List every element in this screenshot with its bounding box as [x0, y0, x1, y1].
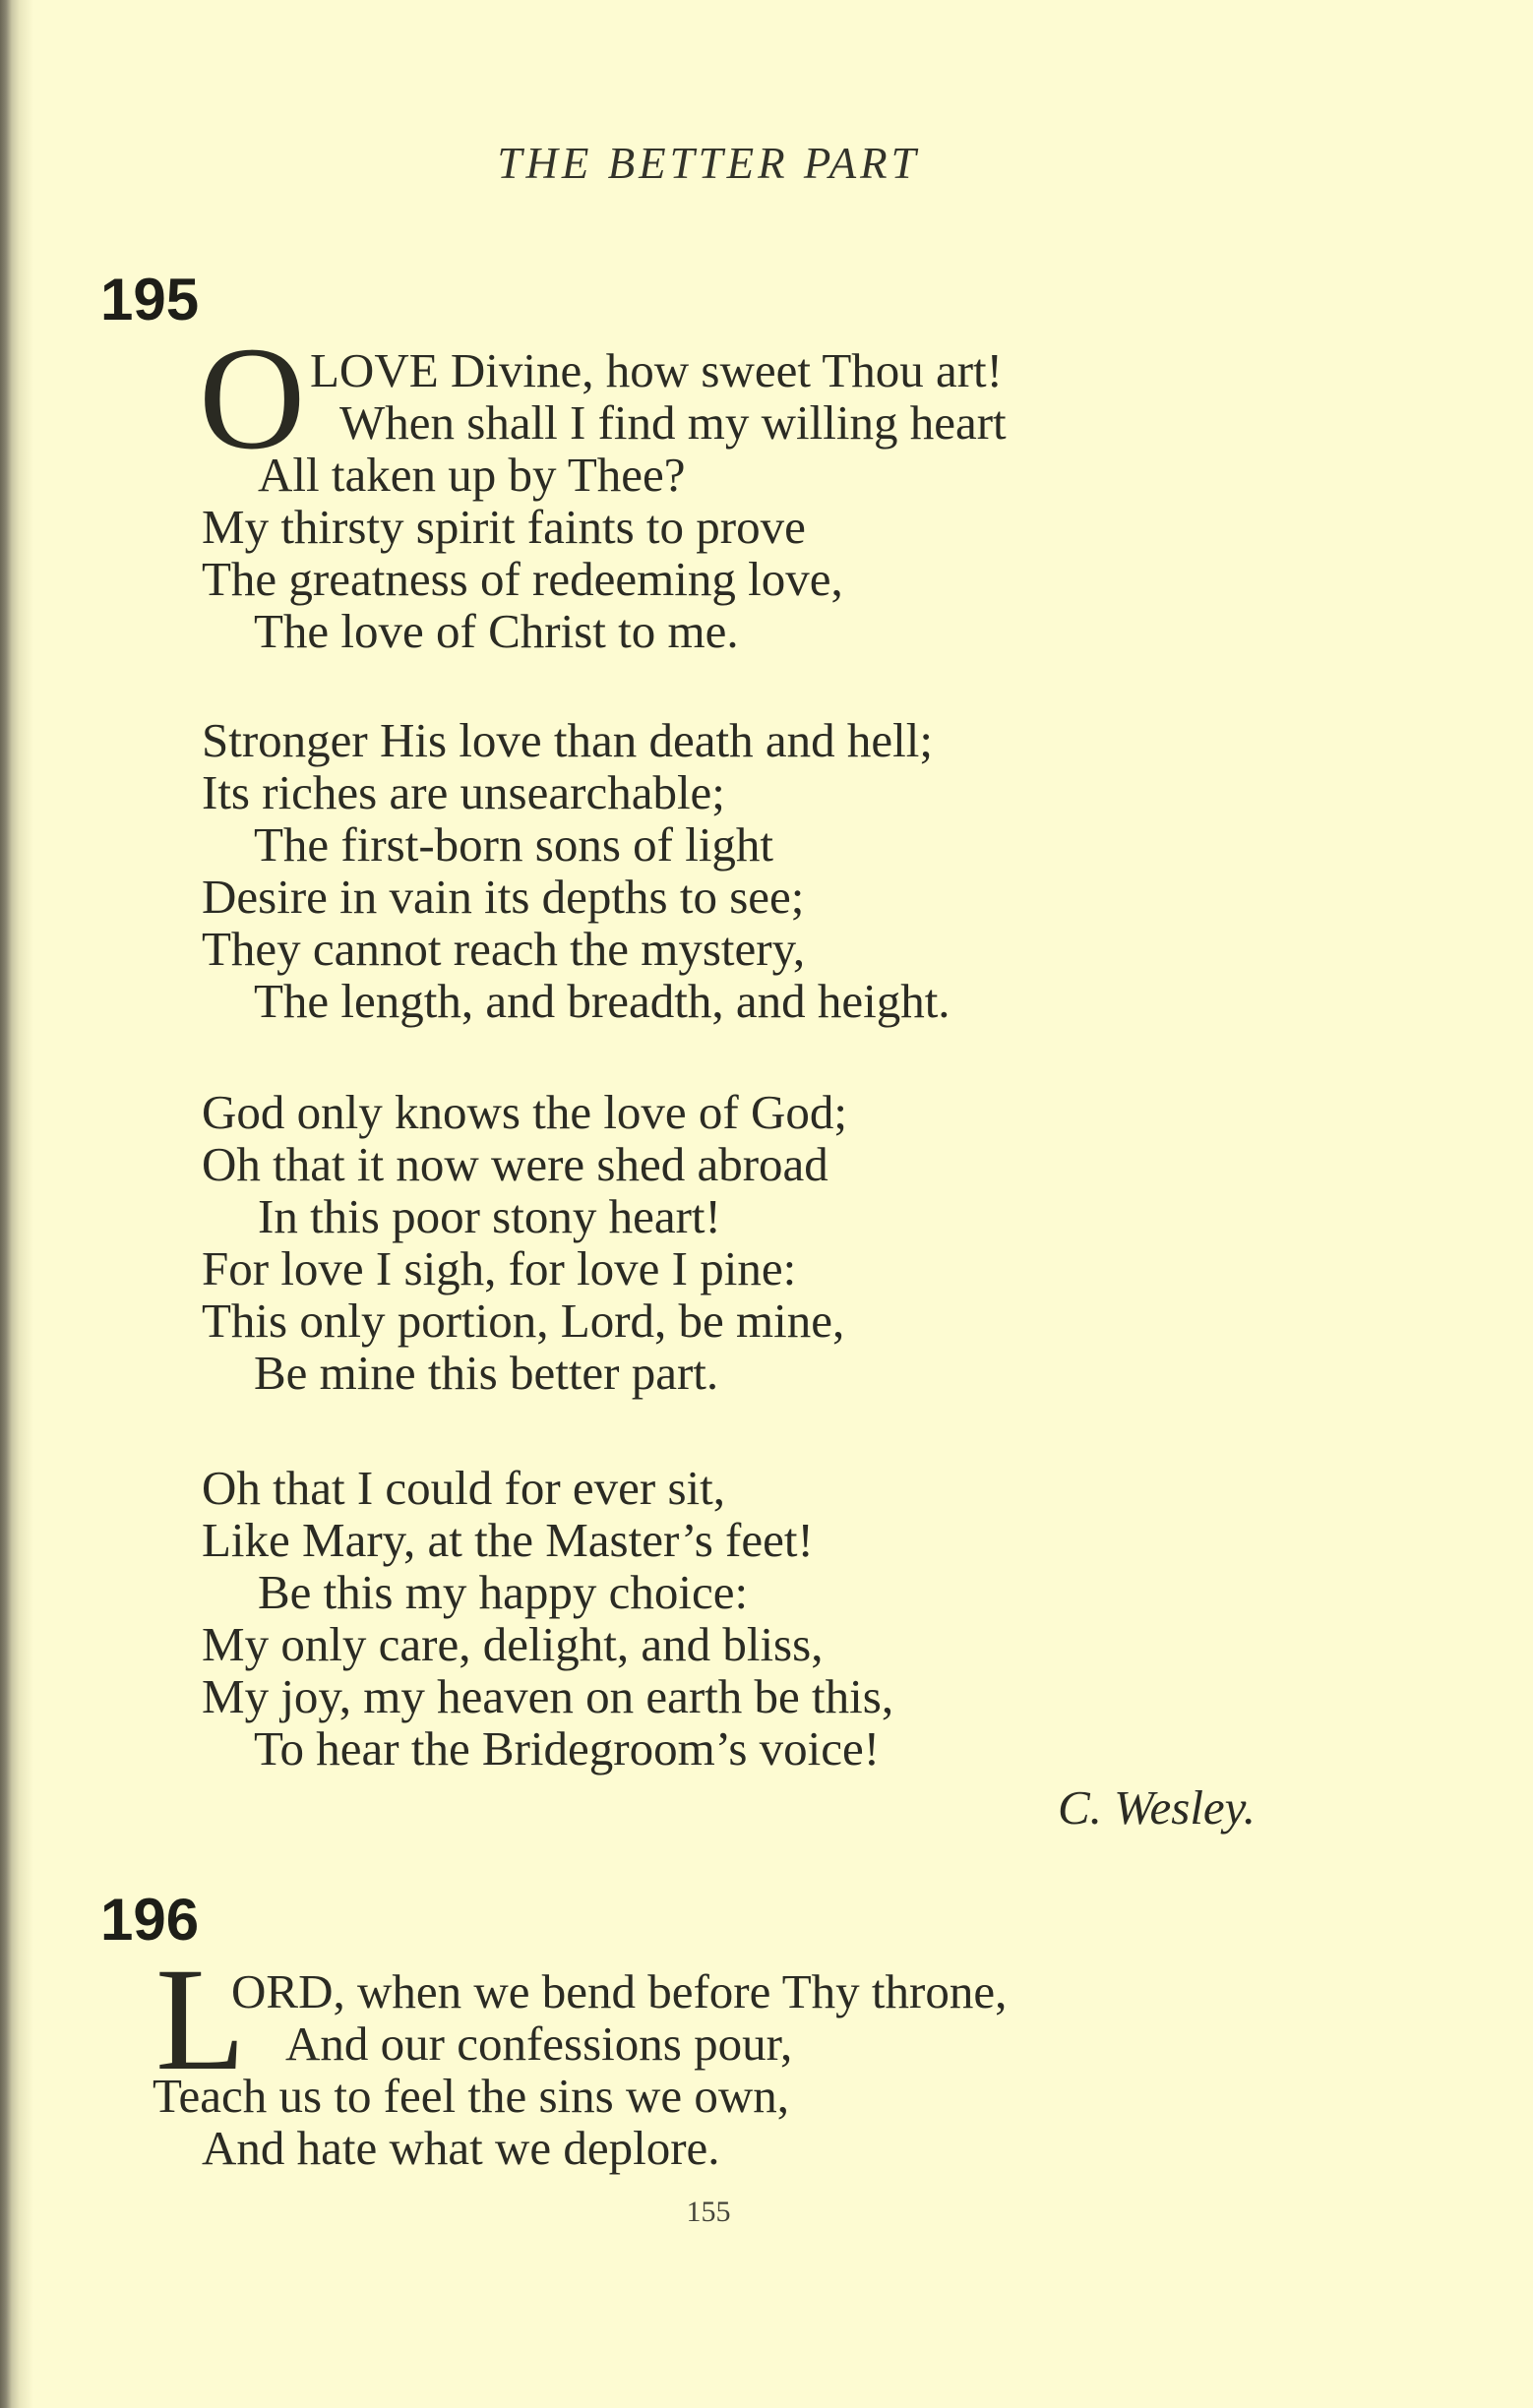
verse-line: My joy, my heaven on earth be this,	[202, 1669, 894, 1723]
verse-line: The first-born sons of light	[254, 817, 774, 872]
verse-line: This only portion, Lord, be mine,	[202, 1294, 845, 1348]
running-head: THE BETTER PART	[497, 139, 920, 188]
verse-line: LOVE Divine, how sweet Thou art!	[310, 343, 1003, 397]
verse-line: The length, and breadth, and height.	[254, 974, 950, 1028]
verse-line: In this poor stony heart!	[258, 1189, 721, 1243]
hymn-attribution: C. Wesley.	[1058, 1780, 1256, 1835]
verse-line: The greatness of redeeming love,	[202, 552, 843, 606]
verse-line: Be mine this better part.	[254, 1346, 719, 1400]
verse-line: ORD, when we bend before Thy throne,	[231, 1964, 1008, 2018]
verse-line: God only knows the love of God;	[202, 1085, 847, 1139]
drop-cap: O	[199, 317, 306, 480]
page-number: 155	[686, 2196, 731, 2228]
verse-line: The love of Christ to me.	[254, 604, 739, 658]
verse-line: Like Mary, at the Master’s feet!	[202, 1513, 814, 1567]
verse-line: Desire in vain its depths to see;	[202, 870, 805, 924]
verse-line: Teach us to feel the sins we own,	[153, 2069, 790, 2123]
hymn-number: 196	[100, 1887, 200, 1953]
verse-line: Stronger His love than death and hell;	[202, 713, 933, 767]
verse-line: My thirsty spirit faints to prove	[202, 500, 806, 554]
verse-line: And our confessions pour,	[285, 2017, 793, 2071]
verse-line: When shall I find my willing heart	[339, 395, 1007, 450]
drop-cap: L	[155, 1938, 246, 2101]
verse-line: Oh that it now were shed abroad	[202, 1137, 828, 1191]
hymn-number: 195	[100, 267, 200, 332]
verse-line: All taken up by Thee?	[258, 448, 686, 502]
verse-line: And hate what we deplore.	[202, 2121, 720, 2175]
verse-line: They cannot reach the mystery,	[202, 922, 806, 976]
verse-line: Oh that I could for ever sit,	[202, 1461, 726, 1515]
verse-line: Be this my happy choice:	[258, 1565, 749, 1619]
verse-line: My only care, delight, and bliss,	[202, 1617, 824, 1671]
verse-line: For love I sigh, for love I pine:	[202, 1241, 797, 1295]
verse-line: To hear the Bridegroom’s voice!	[254, 1721, 881, 1776]
verse-line: Its riches are unsearchable;	[202, 765, 725, 819]
